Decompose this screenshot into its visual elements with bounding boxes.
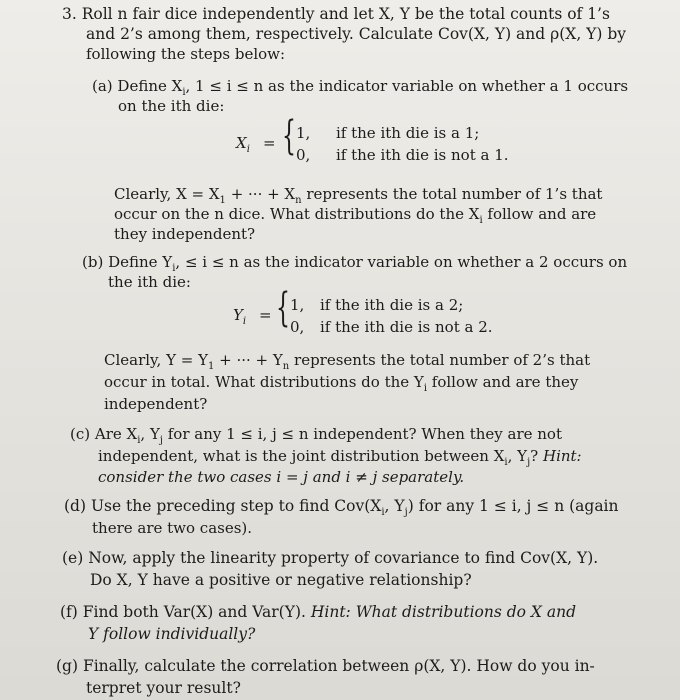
eq-b-case1-condition: if the ith die is a 2; xyxy=(320,296,464,314)
eq-a-case2-value: 0, xyxy=(296,146,311,164)
part-a-after-line-2: occur on the n dice. What distributions do the $X_i$ follow and are xyxy=(114,205,597,226)
part-g-line-1: (g) Finally, calculate the correlation between ρ(X, Y). How do you in- xyxy=(56,657,595,675)
part-g-line-2: terpret your result? xyxy=(86,679,241,697)
eq-b-lhs: $Y_i$ xyxy=(233,306,247,327)
eq-b-equals: = xyxy=(259,306,272,324)
eq-b-brace: { xyxy=(276,285,290,331)
eq-a-case2-condition: if the ith die is not a 1. xyxy=(336,146,509,164)
part-e-line-2: Do X, Y have a positive or negative relationship? xyxy=(90,571,472,589)
eq-a-case1-condition: if the ith die is a 1; xyxy=(336,124,480,142)
part-c-line-1: (c) Are $X_i$, $Y_j$ for any 1 ≤ i, j ≤ n independent? When they are not xyxy=(70,425,562,446)
part-b-after-line-1: Clearly, $Y = Y_1$ + ··· + $Y_n$ represents the total number of 2’s that xyxy=(104,351,591,372)
part-f-line-2: Y follow individually? xyxy=(88,625,256,643)
part-f-line-1: (f) Find both Var(X) and Var(Y). Hint: What distributions do X and xyxy=(60,603,577,621)
part-b-line-1: (b) Define $Y_i$, ≤ i ≤ n as the indicator variable on whether a 2 occurs on xyxy=(82,253,628,274)
part-c-line-3: consider the two cases i = j and i ≠ j separately. xyxy=(98,468,465,486)
part-d-line-2: there are two cases). xyxy=(92,519,253,537)
part-b-line-2: the ith die: xyxy=(108,273,191,291)
part-a-line-1: (a) Define $X_i$, 1 ≤ i ≤ n as the indicator variable on whether a 1 occurs xyxy=(92,77,629,98)
part-d-line-1: (d) Use the preceding step to find $Cov(X_i$, $Y_j$) for any 1 ≤ i, j ≤ n (again xyxy=(64,497,619,519)
part-b-after-line-3: independent? xyxy=(104,395,208,413)
eq-a-lhs: $X_i$ xyxy=(236,134,250,155)
problem-lead-line-1: 3. Roll n fair dice independently and let X, Y be the total counts of 1’s xyxy=(62,5,610,23)
eq-a-case1-value: 1, xyxy=(296,124,311,142)
part-e-line-1: (e) Now, apply the linearity property of covariance to find Cov(X, Y). xyxy=(62,549,599,567)
eq-b-case1-value: 1, xyxy=(290,296,305,314)
part-a-line-2: on the ith die: xyxy=(118,97,225,115)
part-a-after-line-1: Clearly, $X = X_1$ + ··· + $X_n$ represents the total number of 1’s that xyxy=(114,185,603,206)
part-b-after-line-2: occur in total. What distributions do the $Y_i$ follow and are they xyxy=(104,373,579,394)
eq-a-equals: = xyxy=(263,134,276,152)
part-a-after-line-3: they independent? xyxy=(114,225,256,243)
eq-a-brace: { xyxy=(282,113,296,159)
eq-b-case2-value: 0, xyxy=(290,318,305,336)
eq-b-case2-condition: if the ith die is not a 2. xyxy=(320,318,493,336)
part-c-line-2: independent, what is the joint distribution between $X_i$, $Y_j$? Hint: xyxy=(98,447,582,468)
problem-lead-line-3: following the steps below: xyxy=(86,45,286,63)
problem-lead-line-2: and 2’s among them, respectively. Calculate Cov(X, Y) and ρ(X, Y) by xyxy=(86,25,627,43)
